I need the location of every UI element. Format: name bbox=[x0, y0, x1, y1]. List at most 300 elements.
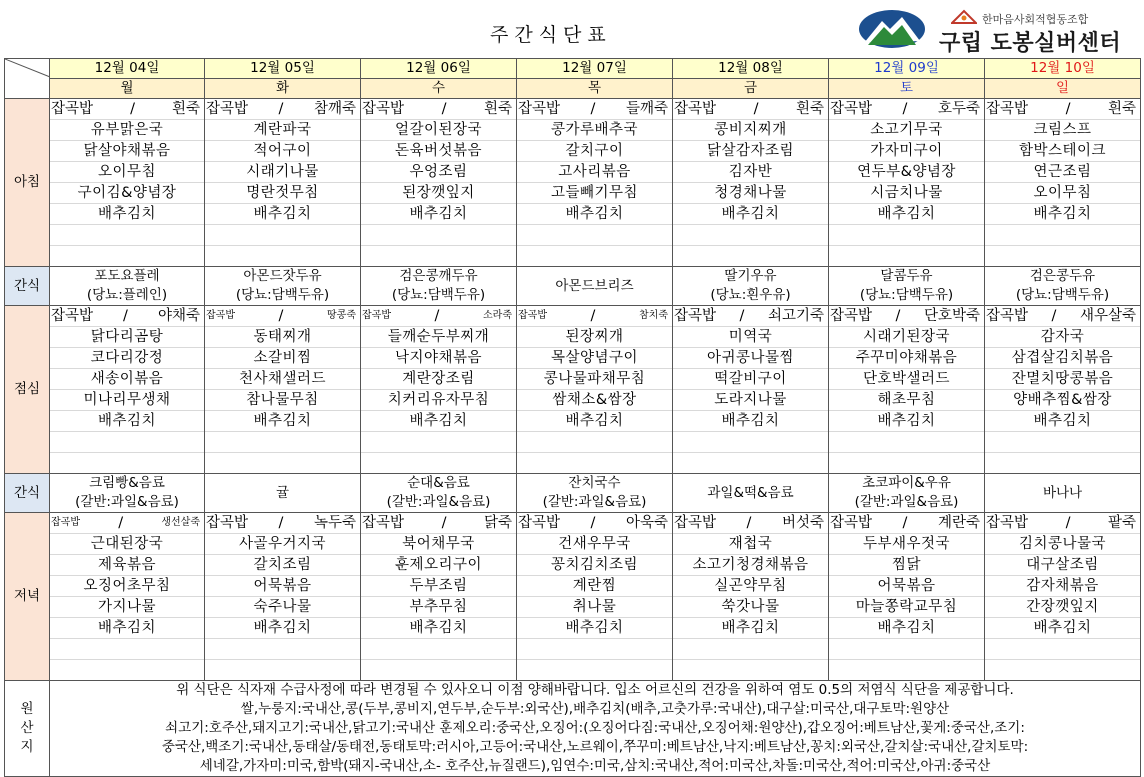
separator: / bbox=[1065, 515, 1071, 531]
dish-item: 계란장조림 bbox=[361, 369, 516, 390]
menu-cell bbox=[205, 306, 361, 474]
dish-item: 갈치구이 bbox=[517, 141, 672, 162]
snack-item: 달콤두유 bbox=[880, 268, 933, 284]
dish-item: 꽁치김치조림 bbox=[517, 555, 672, 576]
dish-item: 목살양념구이 bbox=[517, 348, 672, 369]
snack-diabetic-alt: (당뇨:담백두유) bbox=[859, 287, 954, 303]
meal-label-lunch: 점심 bbox=[5, 306, 50, 474]
snack-cell bbox=[985, 474, 1141, 513]
empty-line bbox=[517, 639, 672, 660]
dish-item: 시래기된장국 bbox=[829, 327, 984, 348]
dish-item: 된장깻잎지 bbox=[361, 183, 516, 204]
dish-item: 찜닭 bbox=[829, 555, 984, 576]
separator: / bbox=[278, 101, 284, 117]
empty-line bbox=[673, 639, 828, 660]
dish-item: 새송이볶음 bbox=[50, 369, 204, 390]
dish-item: 건새우무국 bbox=[517, 534, 672, 555]
dish-item: 단호박샐러드 bbox=[829, 369, 984, 390]
dish-item: 연두부&양념장 bbox=[829, 162, 984, 183]
origin-notes bbox=[50, 681, 1141, 777]
weekday-cell: 토 bbox=[829, 79, 985, 99]
empty-line bbox=[50, 453, 204, 473]
date-cell: 12월 04일 bbox=[50, 59, 205, 79]
rice-porridge-line bbox=[673, 513, 828, 534]
weekday-cell: 화 bbox=[205, 79, 361, 99]
dish-item: 천사채샐러드 bbox=[205, 369, 360, 390]
snack-cell bbox=[50, 267, 205, 306]
snack-cell bbox=[985, 267, 1141, 306]
menu-cell bbox=[985, 513, 1141, 681]
snack-item: 딸기우유 bbox=[724, 268, 777, 284]
dish-item: 배추김치 bbox=[985, 411, 1140, 432]
rice-item: 잡곡밥 bbox=[362, 310, 391, 321]
rice-porridge-line bbox=[50, 513, 204, 534]
dish-item: 부추무침 bbox=[361, 597, 516, 618]
menu-cell bbox=[517, 306, 673, 474]
weekday-cell: 월 bbox=[50, 79, 205, 99]
snack-item: 초코파이&우유 bbox=[862, 475, 951, 491]
porridge-item: 흰죽 bbox=[483, 101, 512, 117]
meal-label-snack: 간식 bbox=[5, 267, 50, 306]
rice-porridge-line bbox=[361, 513, 516, 534]
notice-line: 위 식단은 식자재 수급사정에 따라 변경될 수 있사오니 이점 양해바랍니다. 입소 어르신의 건강을 위하여 염도 0.5의 저염식 식단을 제공합니다. bbox=[176, 682, 1014, 698]
rice-item: 잡곡밥 bbox=[986, 515, 1029, 531]
porridge-item: 아욱죽 bbox=[625, 515, 668, 531]
separator: / bbox=[746, 515, 752, 531]
dish-item: 배추김치 bbox=[829, 618, 984, 639]
menu-cell bbox=[829, 513, 985, 681]
dish-item: 배추김치 bbox=[673, 618, 828, 639]
date-cell: 12월 05일 bbox=[205, 59, 361, 79]
separator: / bbox=[590, 515, 596, 531]
empty-line bbox=[50, 225, 204, 246]
dish-item: 김치콩나물국 bbox=[985, 534, 1140, 555]
empty-line bbox=[673, 225, 828, 246]
menu-cell bbox=[673, 306, 829, 474]
dish-item: 청경채나물 bbox=[673, 183, 828, 204]
rice-porridge-line bbox=[361, 306, 516, 327]
dish-item: 닭살야채볶음 bbox=[50, 141, 204, 162]
empty-line bbox=[517, 432, 672, 453]
date-cell: 12월 08일 bbox=[673, 59, 829, 79]
dish-item: 갈치조림 bbox=[205, 555, 360, 576]
snack-cell bbox=[829, 267, 985, 306]
snack-cell bbox=[673, 267, 829, 306]
dish-item: 크림스프 bbox=[985, 120, 1140, 141]
empty-line bbox=[673, 453, 828, 473]
snack-item: 크림빵&음료 bbox=[89, 475, 165, 491]
rice-porridge-line bbox=[205, 99, 360, 120]
menu-cell bbox=[673, 99, 829, 267]
dish-item: 떡갈비구이 bbox=[673, 369, 828, 390]
origin-label-char: 원 bbox=[20, 701, 34, 717]
dish-item: 고들빼기무침 bbox=[517, 183, 672, 204]
empty-line bbox=[205, 453, 360, 473]
menu-cell bbox=[361, 306, 517, 474]
empty-line bbox=[829, 432, 984, 453]
empty-line bbox=[50, 246, 204, 266]
rice-item: 잡곡밥 bbox=[206, 515, 249, 531]
dish-item: 오이무침 bbox=[985, 183, 1140, 204]
dish-item: 삼겹살김치볶음 bbox=[985, 348, 1140, 369]
empty-line bbox=[517, 453, 672, 473]
rice-item: 잡곡밥 bbox=[830, 101, 873, 117]
meal-label-snack: 간식 bbox=[5, 474, 50, 513]
porridge-item: 들깨죽 bbox=[625, 101, 668, 117]
empty-line bbox=[517, 246, 672, 266]
empty-line bbox=[829, 246, 984, 266]
dish-item: 닭살감자조림 bbox=[673, 141, 828, 162]
snack-diabetic-alt: (당뇨:담백두유) bbox=[235, 287, 330, 303]
weekday-cell: 금 bbox=[673, 79, 829, 99]
dish-item: 동태찌개 bbox=[205, 327, 360, 348]
empty-line bbox=[829, 453, 984, 473]
rice-porridge-line bbox=[361, 99, 516, 120]
meal-label-dinner: 저녁 bbox=[5, 513, 50, 681]
page-header bbox=[0, 0, 1144, 58]
rice-item: 잡곡밥 bbox=[830, 515, 873, 531]
porridge-item: 소라죽 bbox=[483, 310, 512, 321]
dish-item: 오이무침 bbox=[50, 162, 204, 183]
dish-item: 배추김치 bbox=[673, 204, 828, 225]
snack-item: 귤 bbox=[275, 484, 290, 501]
dish-item: 어묵볶음 bbox=[205, 576, 360, 597]
rice-porridge-line bbox=[985, 306, 1140, 327]
origin-line: 쌀,누룽지:국내산,콩(두부,콩비지,연두부,순두부:외국산),배추김치(배추,고춧가루:국내산),대구살:미국산,대구토막:원양산 bbox=[240, 701, 950, 717]
dish-item: 계란파국 bbox=[205, 120, 360, 141]
snack-item: 바나나 bbox=[1042, 484, 1083, 501]
rice-porridge-line bbox=[985, 99, 1140, 120]
separator: / bbox=[902, 101, 908, 117]
porridge-item: 호두죽 bbox=[937, 101, 980, 117]
snack-item: 검은콩깨두유 bbox=[399, 268, 478, 284]
menu-cell bbox=[361, 513, 517, 681]
separator: / bbox=[434, 308, 440, 324]
dish-item: 코다리강정 bbox=[50, 348, 204, 369]
dish-item: 연근조림 bbox=[985, 162, 1140, 183]
rice-item: 잡곡밥 bbox=[674, 101, 717, 117]
origin-line: 세네갈,가자미:미국,함박(돼지-국내산,소- 호주산,뉴질랜드),임연수:미국,삼치:국내산,적어:미국산,차돌:미국산,적어:미국산,아귀:중국산 bbox=[199, 758, 991, 774]
empty-line bbox=[673, 660, 828, 680]
empty-line bbox=[517, 660, 672, 680]
separator: / bbox=[118, 515, 124, 531]
date-cell: 12월 06일 bbox=[361, 59, 517, 79]
dish-item: 시금치나물 bbox=[829, 183, 984, 204]
rice-porridge-line bbox=[829, 513, 984, 534]
diagonal-line bbox=[5, 59, 50, 97]
rice-item: 잡곡밥 bbox=[206, 101, 249, 117]
dish-item: 주꾸미야채볶음 bbox=[829, 348, 984, 369]
rice-item: 잡곡밥 bbox=[830, 308, 873, 324]
porridge-item: 단호박죽 bbox=[923, 308, 980, 324]
menu-cell bbox=[205, 99, 361, 267]
empty-line bbox=[205, 246, 360, 266]
rice-item: 잡곡밥 bbox=[674, 308, 717, 324]
dish-item: 배추김치 bbox=[829, 411, 984, 432]
menu-cell bbox=[517, 513, 673, 681]
empty-line bbox=[985, 246, 1140, 266]
dish-item: 명란젓무침 bbox=[205, 183, 360, 204]
snack-cell bbox=[205, 474, 361, 513]
menu-cell bbox=[50, 513, 205, 681]
empty-line bbox=[829, 639, 984, 660]
coop-logo-icon bbox=[951, 9, 977, 25]
rice-porridge-line bbox=[517, 99, 672, 120]
dish-item: 얼갈이된장국 bbox=[361, 120, 516, 141]
dish-item: 재첩국 bbox=[673, 534, 828, 555]
empty-line bbox=[673, 432, 828, 453]
dish-item: 아귀콩나물찜 bbox=[673, 348, 828, 369]
empty-line bbox=[50, 660, 204, 680]
dish-item: 치커리유자무침 bbox=[361, 390, 516, 411]
dish-item: 계란찜 bbox=[517, 576, 672, 597]
dish-item: 감자채볶음 bbox=[985, 576, 1140, 597]
origin-label-char: 지 bbox=[20, 739, 34, 755]
dish-item: 김자반 bbox=[673, 162, 828, 183]
porridge-item: 생선살죽 bbox=[161, 517, 200, 528]
empty-line bbox=[829, 660, 984, 680]
dish-item: 가자미구이 bbox=[829, 141, 984, 162]
dish-item: 닭다리곰탕 bbox=[50, 327, 204, 348]
snack-item: 잔치국수 bbox=[568, 475, 621, 491]
snack-item: 검은콩두유 bbox=[1029, 268, 1096, 284]
empty-line bbox=[205, 225, 360, 246]
separator: / bbox=[1051, 308, 1057, 324]
dish-item: 낙지야채볶음 bbox=[361, 348, 516, 369]
dish-item: 취나물 bbox=[517, 597, 672, 618]
porridge-item: 땅콩죽 bbox=[327, 310, 356, 321]
dish-item: 구이김&양념장 bbox=[50, 183, 204, 204]
dish-item: 고사리볶음 bbox=[517, 162, 672, 183]
empty-line bbox=[985, 660, 1140, 680]
porridge-item: 흰죽 bbox=[171, 101, 200, 117]
rice-item: 잡곡밥 bbox=[986, 101, 1029, 117]
empty-line bbox=[361, 639, 516, 660]
rice-porridge-line bbox=[673, 99, 828, 120]
weekly-menu-table bbox=[4, 58, 1141, 777]
dish-item: 참나물무침 bbox=[205, 390, 360, 411]
empty-line bbox=[517, 225, 672, 246]
empty-line bbox=[985, 432, 1140, 453]
mountain-logo-icon bbox=[858, 9, 926, 49]
snack-item: 아몬드브리즈 bbox=[555, 277, 634, 294]
separator: / bbox=[278, 308, 284, 324]
separator: / bbox=[123, 308, 128, 324]
dish-item: 가지나물 bbox=[50, 597, 204, 618]
rice-porridge-line bbox=[50, 99, 204, 120]
menu-cell bbox=[205, 513, 361, 681]
dish-item: 배추김치 bbox=[361, 204, 516, 225]
dish-item: 배추김치 bbox=[205, 204, 360, 225]
porridge-item: 참깨죽 bbox=[313, 101, 356, 117]
dish-item: 배추김치 bbox=[517, 411, 672, 432]
dish-item: 북어채무국 bbox=[361, 534, 516, 555]
separator: / bbox=[895, 308, 901, 324]
rice-item: 잡곡밥 bbox=[51, 101, 94, 117]
rice-porridge-line bbox=[673, 306, 828, 327]
empty-line bbox=[361, 246, 516, 266]
rice-porridge-line bbox=[517, 513, 672, 534]
dish-item: 어묵볶음 bbox=[829, 576, 984, 597]
dish-item: 들깨순두부찌개 bbox=[361, 327, 516, 348]
separator: / bbox=[278, 515, 284, 531]
snack-diabetic-alt: (당뇨:담백두유) bbox=[391, 287, 486, 303]
separator: / bbox=[441, 101, 447, 117]
separator: / bbox=[753, 101, 759, 117]
dish-item: 돈육버섯볶음 bbox=[361, 141, 516, 162]
rice-item: 잡곡밥 bbox=[674, 515, 717, 531]
dish-item: 배추김치 bbox=[985, 618, 1140, 639]
dish-item: 된장찌개 bbox=[517, 327, 672, 348]
dish-item: 오징어초무침 bbox=[50, 576, 204, 597]
snack-cell bbox=[829, 474, 985, 513]
rice-item: 잡곡밥 bbox=[518, 515, 561, 531]
dish-item: 소갈비찜 bbox=[205, 348, 360, 369]
rice-porridge-line bbox=[50, 306, 204, 327]
dish-item: 배추김치 bbox=[50, 204, 204, 225]
weekday-cell: 수 bbox=[361, 79, 517, 99]
rice-item: 잡곡밥 bbox=[51, 517, 80, 528]
dish-item: 훈제오리구이 bbox=[361, 555, 516, 576]
empty-line bbox=[985, 225, 1140, 246]
rice-item: 잡곡밥 bbox=[362, 515, 405, 531]
porridge-item: 흰죽 bbox=[795, 101, 824, 117]
dish-item: 도라지나물 bbox=[673, 390, 828, 411]
dish-item: 감자국 bbox=[985, 327, 1140, 348]
menu-cell bbox=[985, 306, 1141, 474]
rice-porridge-line bbox=[829, 99, 984, 120]
rice-porridge-line bbox=[829, 306, 984, 327]
date-cell: 12월 07일 bbox=[517, 59, 673, 79]
snack-diabetic-alt: (갈반:과일&음료) bbox=[854, 494, 959, 510]
porridge-item: 닭죽 bbox=[483, 515, 512, 531]
dish-item: 유부맑은국 bbox=[50, 120, 204, 141]
dish-item: 함박스테이크 bbox=[985, 141, 1140, 162]
dish-item: 소고기청경채볶음 bbox=[673, 555, 828, 576]
rice-item: 잡곡밥 bbox=[518, 310, 547, 321]
dish-item: 배추김치 bbox=[361, 411, 516, 432]
menu-cell bbox=[673, 513, 829, 681]
snack-cell bbox=[517, 267, 673, 306]
dish-item: 우엉조림 bbox=[361, 162, 516, 183]
empty-line bbox=[205, 432, 360, 453]
snack-cell bbox=[361, 267, 517, 306]
rice-porridge-line bbox=[205, 306, 360, 327]
snack-diabetic-alt: (갈반:과일&음료) bbox=[542, 494, 647, 510]
origin-label bbox=[5, 681, 50, 777]
dish-item: 배추김치 bbox=[517, 618, 672, 639]
dish-item: 쑥갓나물 bbox=[673, 597, 828, 618]
porridge-item: 야채죽 bbox=[157, 308, 200, 324]
dish-item: 해초무침 bbox=[829, 390, 984, 411]
snack-cell bbox=[205, 267, 361, 306]
snack-item: 아몬드잣두유 bbox=[243, 268, 322, 284]
empty-line bbox=[361, 432, 516, 453]
empty-line bbox=[361, 660, 516, 680]
origin-line: 쇠고기:호주산,돼지고기:국내산,닭고기:국내산 훈제오리:중국산,오징어:(오징어다짐:국내산,오징어채:원양산),갑오징어:베트남산,꽃게:중국산,조기: bbox=[165, 720, 1025, 736]
snack-cell bbox=[673, 474, 829, 513]
empty-line bbox=[361, 225, 516, 246]
coop-name: 한마음사회적협동조합 bbox=[982, 13, 1089, 26]
snack-cell bbox=[517, 474, 673, 513]
empty-line bbox=[205, 660, 360, 680]
date-cell: 12월 10일 bbox=[985, 59, 1141, 79]
empty-line bbox=[829, 225, 984, 246]
empty-line bbox=[50, 432, 204, 453]
dish-item: 배추김치 bbox=[50, 618, 204, 639]
dish-item: 양배추찜&쌈장 bbox=[985, 390, 1140, 411]
snack-cell bbox=[50, 474, 205, 513]
dish-item: 숙주나물 bbox=[205, 597, 360, 618]
meal-label-breakfast: 아침 bbox=[5, 99, 50, 267]
porridge-item: 녹두죽 bbox=[313, 515, 356, 531]
rice-porridge-line bbox=[517, 306, 672, 327]
dish-item: 배추김치 bbox=[517, 204, 672, 225]
dish-item: 배추김치 bbox=[673, 411, 828, 432]
porridge-item: 계란죽 bbox=[937, 515, 980, 531]
dish-item: 제육볶음 bbox=[50, 555, 204, 576]
dish-item: 배추김치 bbox=[985, 204, 1140, 225]
page-title: 주간식단표 bbox=[490, 24, 612, 46]
rice-item: 잡곡밥 bbox=[518, 101, 561, 117]
empty-line bbox=[985, 453, 1140, 473]
dish-item: 사골우거지국 bbox=[205, 534, 360, 555]
rice-item: 잡곡밥 bbox=[206, 310, 235, 321]
snack-cell bbox=[361, 474, 517, 513]
empty-line bbox=[50, 639, 204, 660]
dish-item: 배추김치 bbox=[205, 411, 360, 432]
rice-item: 잡곡밥 bbox=[362, 101, 405, 117]
porridge-item: 참치죽 bbox=[639, 310, 668, 321]
dish-item: 적어구이 bbox=[205, 141, 360, 162]
empty-line bbox=[205, 639, 360, 660]
separator: / bbox=[590, 308, 596, 324]
porridge-item: 팥죽 bbox=[1107, 515, 1136, 531]
porridge-item: 흰죽 bbox=[1107, 101, 1136, 117]
origin-line: 중국산,백조기:국내산,동태살/동태전,동태토막:러시아,고등어:국내산,노르웨이,쭈꾸미:베트남산,낙지:베트남산,꽁치:외국산,갈치살:국내산,갈치토막: bbox=[161, 739, 1029, 755]
dish-item: 시래기나물 bbox=[205, 162, 360, 183]
separator: / bbox=[130, 101, 135, 117]
porridge-item: 쇠고기죽 bbox=[767, 308, 824, 324]
snack-item: 과일&떡&음료 bbox=[707, 484, 794, 501]
dish-item: 실곤약무침 bbox=[673, 576, 828, 597]
dish-item: 간장깻잎지 bbox=[985, 597, 1140, 618]
porridge-item: 버섯죽 bbox=[781, 515, 824, 531]
snack-diabetic-alt: (갈반:과일&음료) bbox=[75, 494, 179, 510]
rice-item: 잡곡밥 bbox=[51, 308, 94, 324]
rice-porridge-line bbox=[205, 513, 360, 534]
empty-line bbox=[985, 639, 1140, 660]
snack-item: 순대&음료 bbox=[407, 475, 470, 491]
origin-label-char: 산 bbox=[20, 720, 34, 736]
empty-line bbox=[673, 246, 828, 266]
rice-item: 잡곡밥 bbox=[986, 308, 1029, 324]
menu-cell bbox=[50, 99, 205, 267]
porridge-item: 새우살죽 bbox=[1079, 308, 1136, 324]
dish-item: 배추김치 bbox=[205, 618, 360, 639]
header-corner bbox=[5, 59, 50, 99]
separator: / bbox=[590, 101, 596, 117]
empty-line bbox=[361, 453, 516, 473]
separator: / bbox=[739, 308, 745, 324]
date-cell: 12월 09일 bbox=[829, 59, 985, 79]
dish-item: 배추김치 bbox=[50, 411, 204, 432]
weekday-cell: 일 bbox=[985, 79, 1141, 99]
dish-item: 두부조림 bbox=[361, 576, 516, 597]
dish-item: 대구살조림 bbox=[985, 555, 1140, 576]
dish-item: 근대된장국 bbox=[50, 534, 204, 555]
dish-item: 배추김치 bbox=[829, 204, 984, 225]
